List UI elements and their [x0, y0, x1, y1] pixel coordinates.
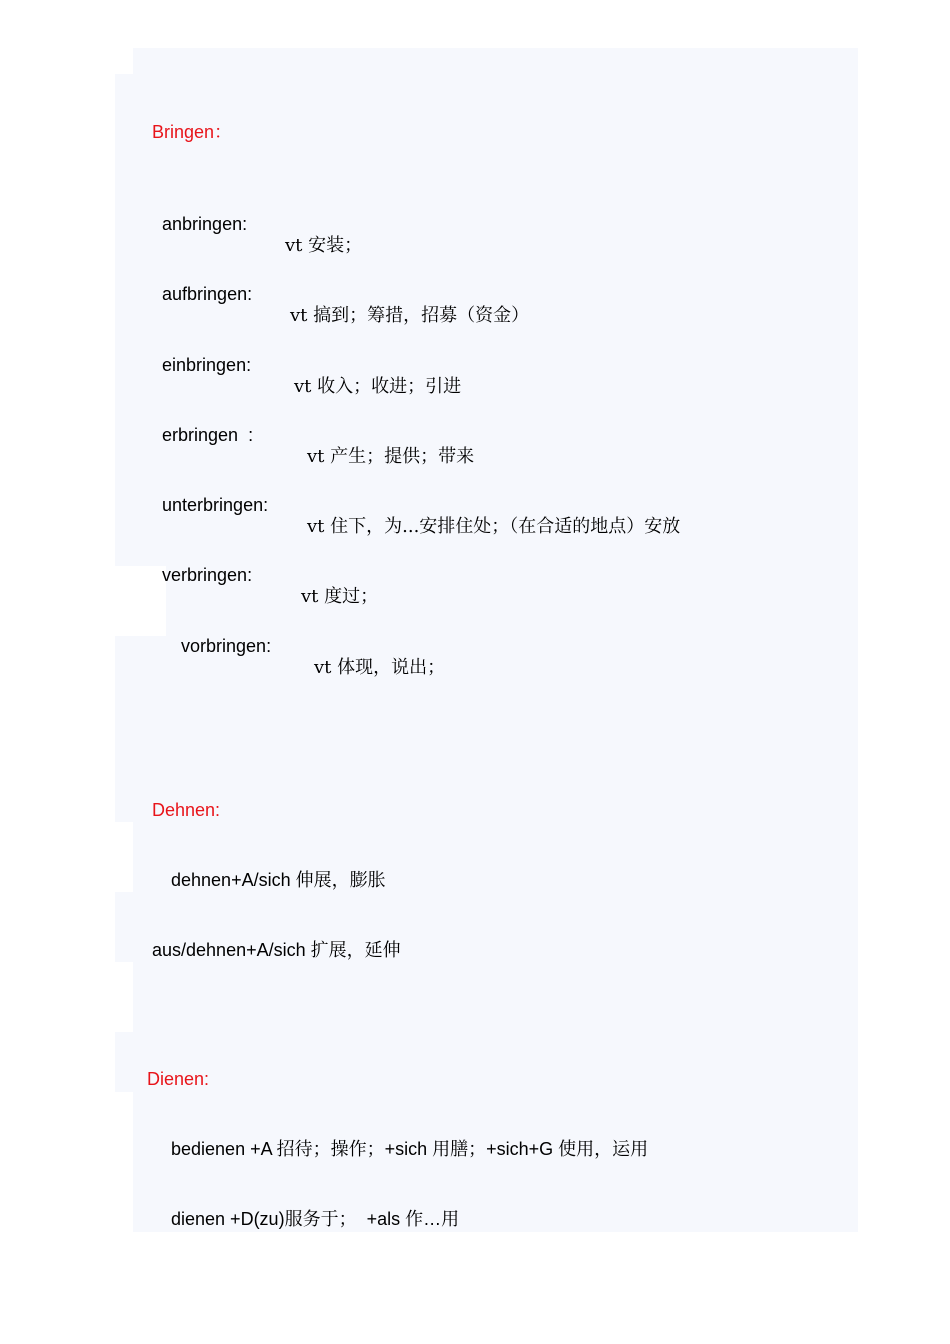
- entry-gloss: vt 产生；提供；带来: [307, 446, 475, 467]
- background-panel-dienen: [115, 1032, 858, 1092]
- entry-gloss: vt 安装；: [285, 235, 363, 256]
- entry-verbringen: [152, 542, 379, 608]
- background-panel-top: [133, 48, 858, 74]
- entry-einbringen: [152, 332, 462, 398]
- entry-term: anbringen:: [162, 214, 248, 234]
- entry-unterbringen: [152, 472, 681, 538]
- entry-dienen: dienen +D(zu)服务于； +als 作…用: [171, 1209, 460, 1229]
- entry-gloss: vt 体现，说出；: [314, 657, 446, 678]
- entry-gloss: vt 搞到；筹措，招募（资金）: [290, 305, 530, 326]
- entry-gloss: vt 度过；: [301, 586, 379, 607]
- dienen-heading: Dienen:: [147, 1069, 210, 1089]
- background-panel-gap: [133, 962, 858, 1032]
- dehnen-heading: Dehnen:: [152, 800, 221, 820]
- entry-anbringen: [152, 191, 363, 257]
- entry-erbringen: [152, 402, 475, 468]
- entry-term: unterbringen:: [162, 495, 269, 515]
- entry-term: verbringen:: [162, 565, 253, 585]
- entry-aufbringen: [152, 261, 530, 327]
- entry-vorbringen: [171, 613, 446, 679]
- entry-gloss: vt 收入；收进；引进: [294, 376, 462, 397]
- entry-bedienen: bedienen +A 招待；操作；+sich 用膳；+sich+G 使用，运用: [171, 1139, 649, 1159]
- entry-term: einbringen:: [162, 355, 252, 375]
- bringen-heading: Bringen：: [152, 122, 233, 142]
- entry-dehnen: dehnen+A/sich 伸展，膨胀: [171, 870, 386, 890]
- entry-term: aufbringen:: [162, 284, 253, 304]
- entry-term: vorbringen:: [181, 636, 272, 656]
- entry-term: erbringen :: [162, 425, 254, 445]
- entry-gloss: vt 住下，为...安排住处；（在合适的地点）安放: [307, 516, 681, 537]
- entry-ausdehnen: aus/dehnen+A/sich 扩展，延伸: [152, 940, 401, 960]
